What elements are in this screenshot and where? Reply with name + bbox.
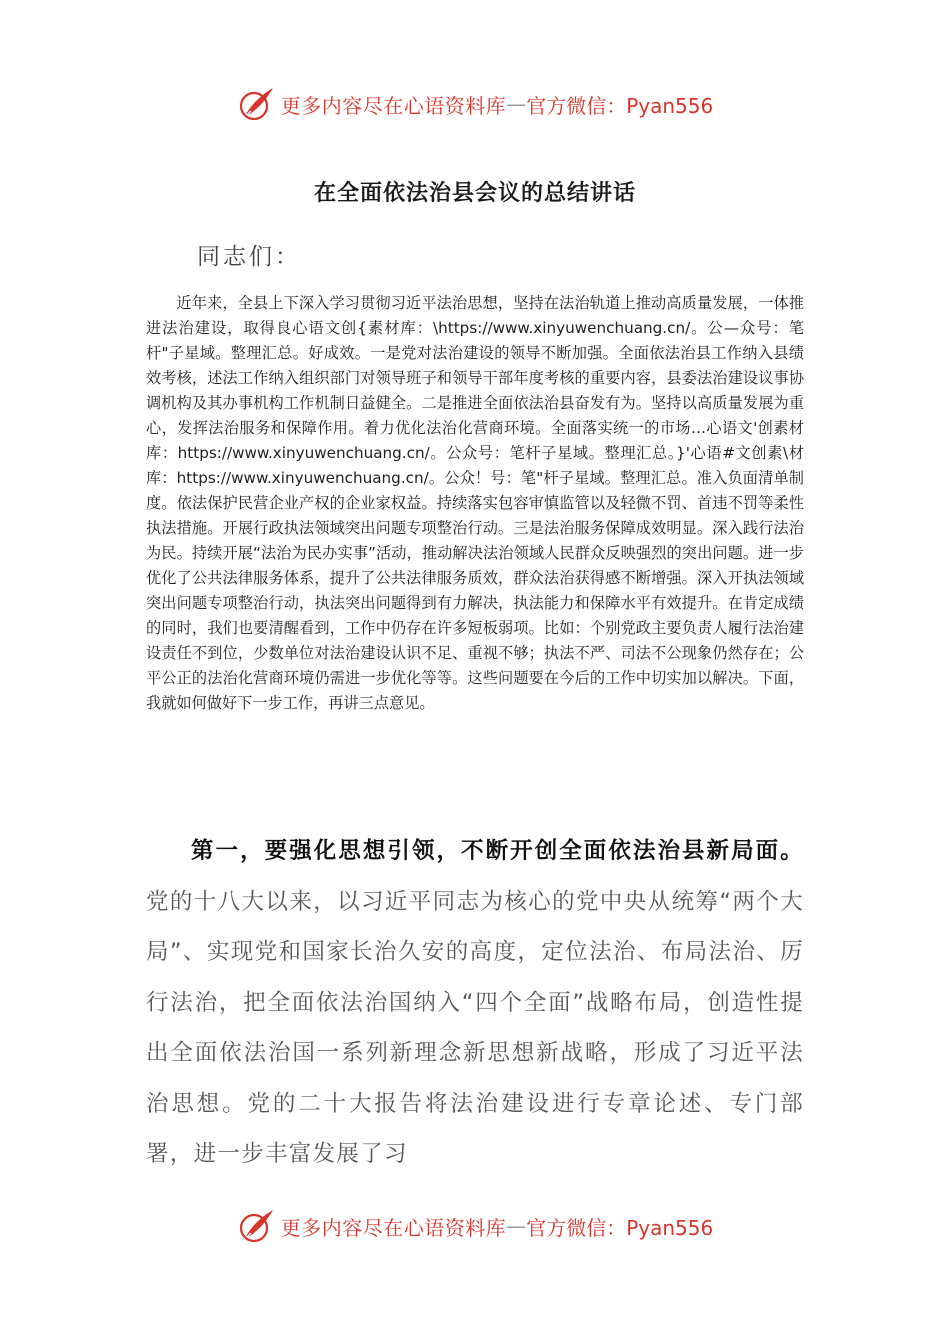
watermark-text: 更多内容尽在心语资料库 bbox=[280, 93, 507, 118]
salutation: 同志们： bbox=[197, 244, 301, 270]
document-title: 在全面依法治县会议的总结讲话 bbox=[313, 181, 636, 206]
watermark-separator: — bbox=[506, 1214, 527, 1238]
watermark-suffix: 官方微信：Pyan556 bbox=[526, 93, 714, 118]
header-watermark bbox=[0, 79, 950, 129]
intro-paragraph: 近年来，全县上下深入学习贯彻习近平法治思想，坚持在法治轨道上推动高质量发展，一体推进法治建设，取得良心语文创{素材库：\https://www.xinyuwenchuang.cn/。公—众号：笔杆"子星域。整理汇总。好成效。一是党对法治建设的领导不断加强。全面依法治县工作纳入县绩效考核，述法工作纳入组织部门对领导班子和领导干部年度考核的重要内容，县委法治建设议事协调机构及其办事机构工作机制日益健全。二是推进全面依法治县奋发有为。坚持以高质量发展为重心，发挥法治服务和保障作用。着力优化法治化营商环境。全面落实统一的市场…心语文'创素材库：https://www.xinyuwenchuang.cn/。公众号：笔杆子星域。整理汇总。}'心语#文创素\材库：https://www.xinyuwenchuang.cn/。公众！号：笔"杆子星域。整理汇总。准入负面清单制度。依法保护民营企业产权的企业家权益。持续落实包容审慎监管以及轻微不罚、首违不罚等柔性执法措施。开展行政执法领域突出问题专项整治行动。三是法治服务保障成效明显。深入践行法治为民。持续开展“法治为民办实事”活动，推动解决法治领域人民群众反映强烈的突出问题。进一步优化了公共法律服务体系，提升了公共法律服务质效，群众法治获得感不断增强。深入开执法领域突出问题专项整治行动，执法突出问题得到有力解决，执法能力和保障水平有效提升。在肯定成绩的同时，我们也要清醒看到，工作中仍存在许多短板弱项。比如：个别党政主要负责人履行法治建设责任不到位，少数单位对法治建设认识不足、重视不够；执法不严、司法不公现象仍然存在；公平公正的法治化营商环境仍需进一步优化等等。这些问题要在今后的工作中切实加以解决。下面，我就如何做好下一步工作，再讲三点意见。 bbox=[146, 294, 804, 712]
quill-logo-icon bbox=[237, 84, 277, 124]
section-1-paragraph bbox=[146, 826, 804, 1180]
watermark-suffix: 官方微信：Pyan556 bbox=[526, 1215, 714, 1240]
section-1-body: 党的十八大以来，以习近平同志为核心的党中央从统筹“两个大局”、实现党和国家长治久安的高度，定位法治、布局法治、厉行法治，把全面依法治国纳入“四个全面”战略布局，创造性提出全面依法治国一系列新理念新思想新战略，形成了习近平法治思想。党的二十大报告将法治建设进行专章论述、专门部署，进一步丰富发展了习 bbox=[146, 888, 804, 1167]
watermark-separator: — bbox=[506, 92, 527, 116]
watermark-text: 更多内容尽在心语资料库 bbox=[280, 1215, 507, 1240]
quill-logo-icon bbox=[237, 1206, 277, 1246]
footer-watermark bbox=[0, 1201, 950, 1251]
section-1-heading: 第一，要强化思想引领，不断开创全面依法治县新局面。 bbox=[191, 838, 804, 864]
